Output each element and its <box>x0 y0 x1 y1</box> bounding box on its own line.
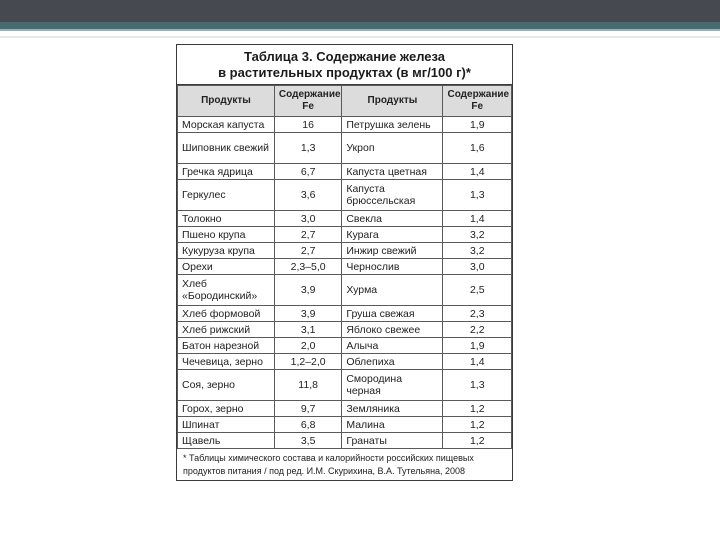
value-left: 9,7 <box>274 401 341 417</box>
product-left: Батон нарезной <box>178 338 275 354</box>
product-right: Петрушка зелень <box>342 117 443 133</box>
value-left: 2,0 <box>274 338 341 354</box>
footnote: * Таблицы химического состава и калорийности российских пищевых продуктов питания / под ред. И.М. Скурихина, В.А. Тутельяна, 2008 <box>183 453 474 476</box>
product-left: Орехи <box>178 259 275 275</box>
header-products-left: Продукты <box>178 86 275 117</box>
product-right: Капуста брюссельская <box>342 180 443 211</box>
table-row <box>178 211 512 227</box>
product-left: Пшено крупа <box>178 227 275 243</box>
table-title-line-1: Таблица 3. Содержание железа <box>243 49 446 64</box>
value-right: 1,4 <box>443 164 512 180</box>
product-left: Толокно <box>178 211 275 227</box>
value-right: 1,6 <box>443 133 512 164</box>
value-left: 3,0 <box>274 211 341 227</box>
value-right: 1,9 <box>443 117 512 133</box>
product-left: Морская капуста <box>178 117 275 133</box>
product-left: Шиповник свежий <box>178 133 275 164</box>
value-right: 3,2 <box>443 243 512 259</box>
product-right: Смородина черная <box>342 370 443 401</box>
slide-divider-line <box>0 36 720 38</box>
product-left: Хлеб «Бородинский» <box>178 275 275 306</box>
value-right: 1,9 <box>443 338 512 354</box>
table-row <box>178 354 512 370</box>
value-right: 1,4 <box>443 354 512 370</box>
value-left: 2,7 <box>274 243 341 259</box>
value-left: 16 <box>274 117 341 133</box>
value-left: 6,8 <box>274 417 341 433</box>
value-left: 3,6 <box>274 180 341 211</box>
value-right: 1,2 <box>443 433 512 449</box>
value-left: 11,8 <box>274 370 341 401</box>
value-right: 1,2 <box>443 401 512 417</box>
slide-accent-band <box>0 22 720 29</box>
iron-content-table <box>176 44 513 481</box>
value-left: 2,3–5,0 <box>274 259 341 275</box>
value-left: 1,2–2,0 <box>274 354 341 370</box>
data-table <box>177 85 512 449</box>
table-body <box>178 117 512 449</box>
header-products-right: Продукты <box>342 86 443 117</box>
product-left: Шпинат <box>178 417 275 433</box>
value-right: 2,2 <box>443 322 512 338</box>
value-left: 3,9 <box>274 275 341 306</box>
value-right: 2,3 <box>443 306 512 322</box>
table-row <box>178 275 512 306</box>
table-title-line-2: в растительных продуктах (в мг/100 г)* <box>218 65 471 80</box>
product-right: Капуста цветная <box>342 164 443 180</box>
value-left: 3,5 <box>274 433 341 449</box>
value-right: 1,3 <box>443 180 512 211</box>
product-left: Чечевица, зерно <box>178 354 275 370</box>
value-left: 3,9 <box>274 306 341 322</box>
table-row <box>178 117 512 133</box>
product-left: Гречка ядрица <box>178 164 275 180</box>
product-left: Геркулес <box>178 180 275 211</box>
table-row <box>178 227 512 243</box>
value-right: 1,4 <box>443 211 512 227</box>
slide-top-bar <box>0 0 720 22</box>
product-left: Кукуруза крупа <box>178 243 275 259</box>
table-row <box>178 133 512 164</box>
table-row <box>178 259 512 275</box>
product-right: Облепиха <box>342 354 443 370</box>
value-left: 1,3 <box>274 133 341 164</box>
product-right: Груша свежая <box>342 306 443 322</box>
table-row <box>178 370 512 401</box>
table-row <box>178 164 512 180</box>
product-right: Яблоко свежее <box>342 322 443 338</box>
table-row <box>178 180 512 211</box>
header-content-left: Содержание Fe <box>274 86 341 117</box>
product-right: Хурма <box>342 275 443 306</box>
product-right: Свекла <box>342 211 443 227</box>
table-row <box>178 417 512 433</box>
header-content-right: Содержание Fe <box>443 86 512 117</box>
table-row <box>178 322 512 338</box>
value-right: 3,2 <box>443 227 512 243</box>
product-right: Инжир свежий <box>342 243 443 259</box>
table-title <box>177 45 512 85</box>
product-left: Соя, зерно <box>178 370 275 401</box>
product-right: Земляника <box>342 401 443 417</box>
value-right: 3,0 <box>443 259 512 275</box>
slide-accent-line <box>0 29 720 31</box>
value-right: 1,2 <box>443 417 512 433</box>
value-left: 6,7 <box>274 164 341 180</box>
product-left: Хлеб формовой <box>178 306 275 322</box>
product-right: Гранаты <box>342 433 443 449</box>
product-left: Горох, зерно <box>178 401 275 417</box>
header-row <box>178 86 512 117</box>
product-right: Алыча <box>342 338 443 354</box>
value-right: 1,3 <box>443 370 512 401</box>
table-row <box>178 433 512 449</box>
table-row <box>178 401 512 417</box>
product-right: Курага <box>342 227 443 243</box>
product-left: Щавель <box>178 433 275 449</box>
product-left: Хлеб рижский <box>178 322 275 338</box>
value-left: 2,7 <box>274 227 341 243</box>
product-right: Малина <box>342 417 443 433</box>
table-row <box>178 338 512 354</box>
value-left: 3,1 <box>274 322 341 338</box>
product-right: Чернослив <box>342 259 443 275</box>
table-row <box>178 306 512 322</box>
value-right: 2,5 <box>443 275 512 306</box>
product-right: Укроп <box>342 133 443 164</box>
table-row <box>178 243 512 259</box>
